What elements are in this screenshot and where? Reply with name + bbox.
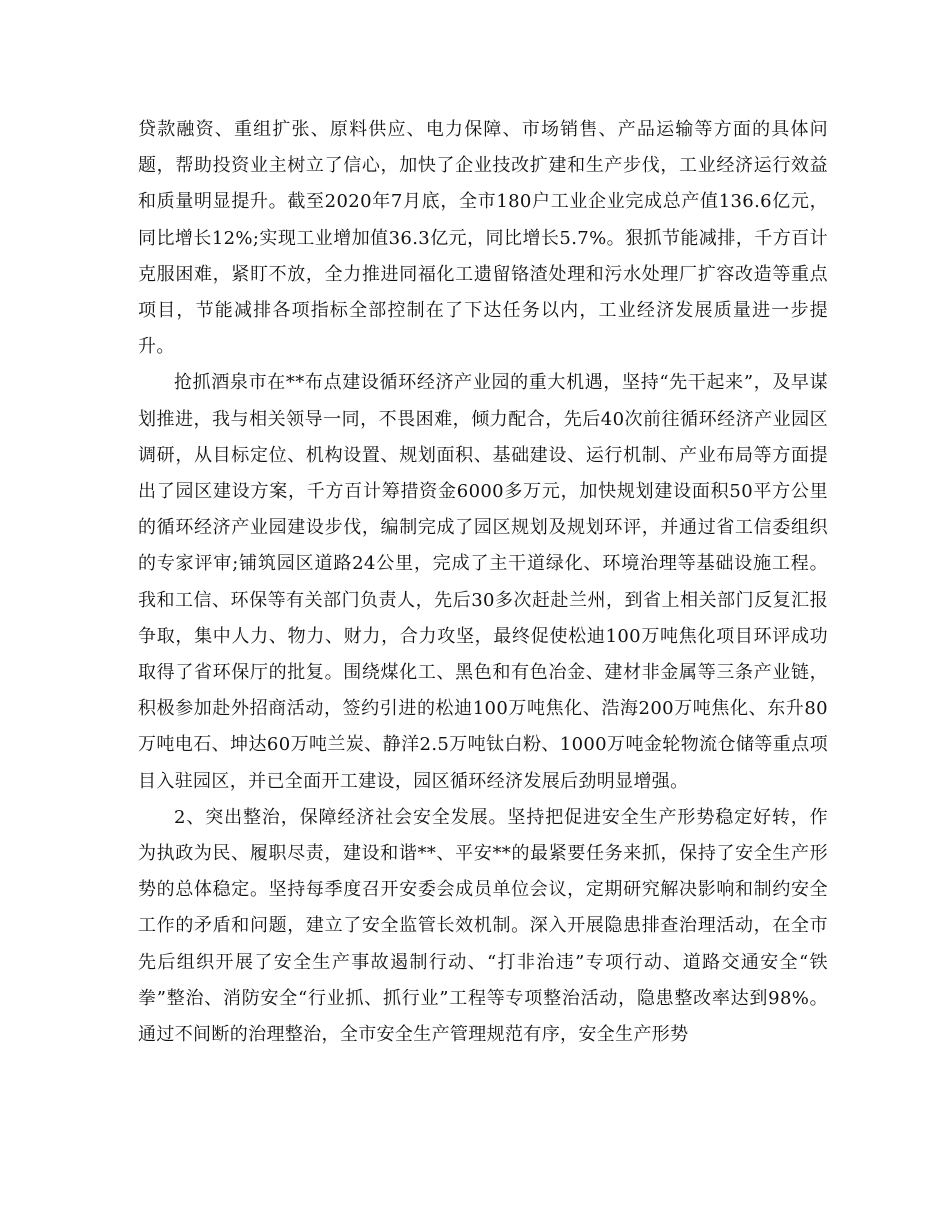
paragraph-safety-rectification: 2、突出整治，保障经济社会安全发展。坚持把促进安全生产形势稳定好转，作为执政为民、履职尽责，建设和谐**、平安**的最紧要任务来抓，保持了安全生产形势的总体稳定。坚持每季度召开安委会成员单位会议，定期研究解决影响和制约安全工作的矛盾和问题，建立了安全监管长效机制。深入开展隐患排查治理活动，在全市先后组织开展了安全生产事故遏制行动、“打非治违”专项行动、道路交通安全“铁拳”整治、消防安全“行业抓、抓行业”工程等专项整治活动，隐患整改率达到98%。通过不间断的治理整治，全市安全生产管理规范有序，安全生产形势 bbox=[138, 806, 828, 1046]
document-body bbox=[138, 112, 828, 1053]
paragraph-industrial-economy: 贷款融资、重组扩张、原料供应、电力保障、市场销售、产品运输等方面的具体问题，帮助投资业主树立了信心，加快了企业技改扩建和生产步伐，工业经济运行效益和质量明显提升。截至2020年7月底，全市180户工业企业完成总产值136.6亿元，同比增长12%;实现工业增加值36.3亿元，同比增长5.7%。狠抓节能减排，千方百计克服困难，紧盯不放，全力推进同福化工遗留铬渣处理和污水处理厂扩容改造等重点项目，节能减排各项指标全部控制在了下达任务以内，工业经济发展质量进一步提升。 bbox=[138, 119, 828, 358]
paragraph-circular-economy-park: 抢抓酒泉市在**布点建设循环经济产业园的重大机遇，坚持“先干起来”，及早谋划推进，我与相关领导一同，不畏困难，倾力配合，先后40次前往循环经济产业园区调研，从目标定位、机构设置、规划面积、基础建设、运行机制、产业布局等方面提出了园区建设方案，千方百计筹措资金6000多万元，加快规划建设面积50平方公里的循环经济产业园建设步伐，编制完成了园区规划及规划环评，并通过省工信委组织的专家评审;铺筑园区道路24公里，完成了主干道绿化、环境治理等基础设施工程。我和工信、环保等有关部门负责人，先后30多次赶赴兰州，到省上相关部门反复汇报争取，集中人力、物力、财力，合力攻坚，最终促使松迪100万吨焦化项目环评成功取得了省环保厅的批复。围绕煤化工、黑色和有色冶金、建材非金属等三条产业链，积极参加赴外招商活动，签约引进的松迪100万吨焦化、浩海200万吨焦化、东升80万吨电石、坤达60万吨兰炭、静洋2.5万吨钛白粉、1000万吨金轮物流仓储等重点项目入驻园区，并已全面开工建设，园区循环经济发展后劲明显增强。 bbox=[138, 372, 828, 792]
